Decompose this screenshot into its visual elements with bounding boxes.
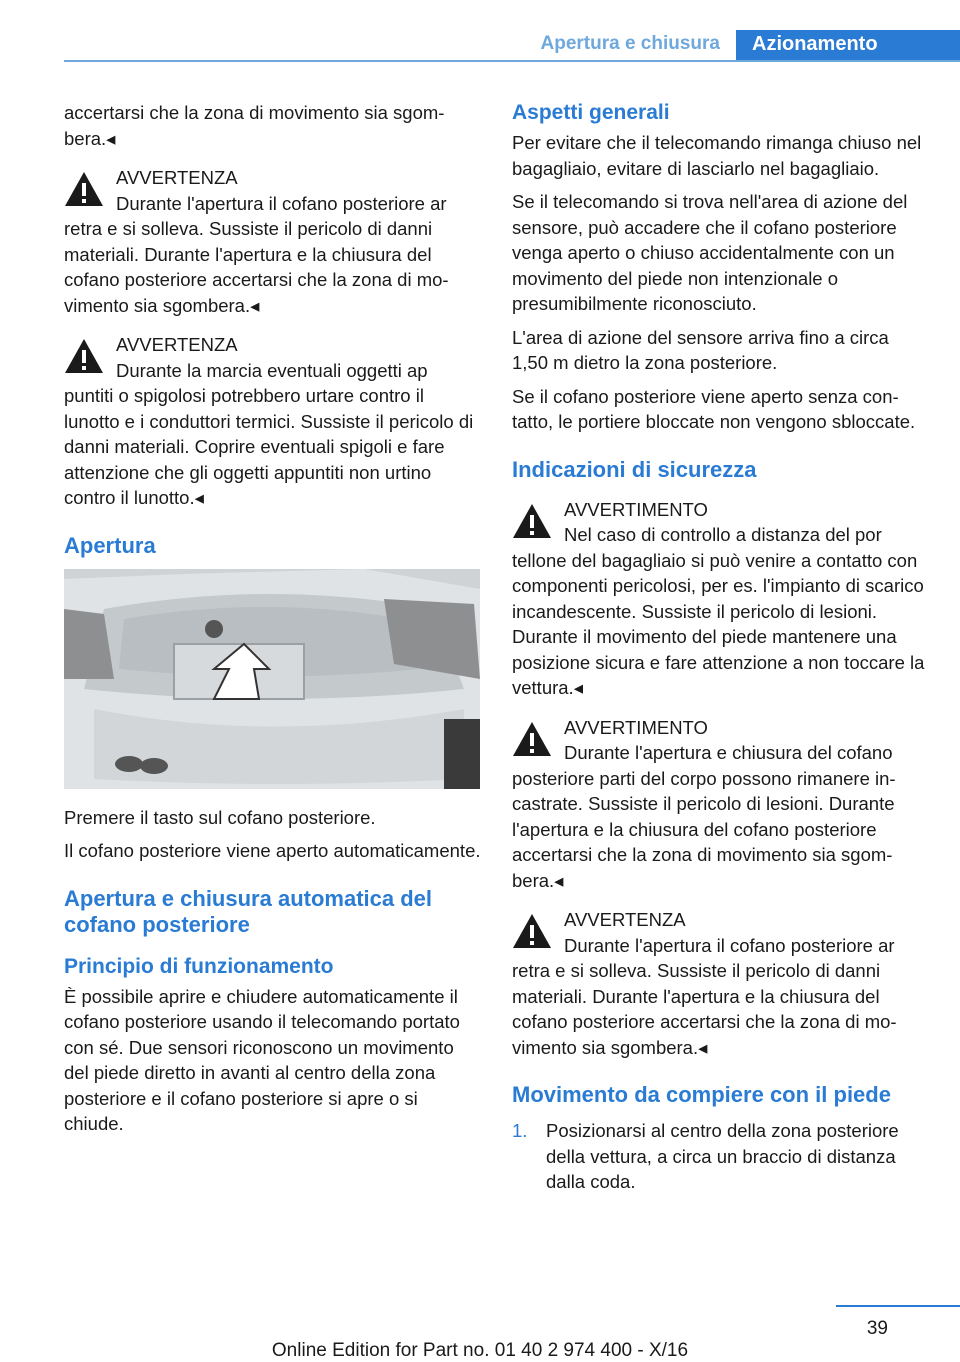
heading-piede: Movimento da compiere con il piede	[512, 1082, 891, 1107]
chapter-tab: Azionamento	[736, 30, 960, 62]
steps-list	[512, 1118, 926, 1195]
warning-text: posteriore parti del corpo possono rimanere incastrate. Sussiste il pericolo di lesioni. Durante l'apertura e la chiusura del cofano posteriore accertarsi che la zona di movimento sia sgombera.◂	[512, 767, 896, 891]
warning-block	[512, 497, 926, 701]
warning-text: retra e si solleva. Sussiste il pericolo di danni materiali. Durante l'apertura e la chiusura del cofano posteriore accertarsi che la zona di movimento sia sgombera.◂	[512, 960, 897, 1058]
warning-title: AVVERTENZA	[116, 167, 238, 188]
warning-triangle-icon	[64, 171, 104, 207]
paragraph: Se il telecomando si trova nell'area di azione del sensore, può accadere che il cofano posteriore venga aperto o chiuso accidentalmente con un movimento del piede non intenzionale o presumibilmente riconosciuto.	[512, 191, 908, 314]
page-header	[64, 30, 960, 62]
heading-auto: Apertura e chiusura automatica del cofano posteriore	[64, 885, 432, 937]
heading-apertura: Apertura	[64, 532, 156, 558]
step-number: 1.	[512, 1120, 528, 1141]
warning-text-first: Durante l'apertura il cofano posteriore ar	[116, 192, 447, 214]
header-rule	[64, 60, 960, 62]
warning-text-first: Durante la marcia eventuali oggetti ap	[116, 359, 428, 381]
intro-text: accertarsi che la zona di movimento sia sgombera.◂	[64, 102, 445, 149]
warning-triangle-icon	[64, 338, 104, 374]
paragraph: Premere il tasto sul cofano posteriore.	[64, 806, 376, 828]
paragraph: L'area di azione del sensore arriva fino a circa 1,50 m dietro la zona posteriore.	[512, 326, 889, 373]
warning-title: AVVERTIMENTO	[564, 498, 708, 520]
warning-text-first: Durante l'apertura e chiusura del cofano	[564, 742, 893, 763]
paragraph: Se il cofano posteriore viene aperto senza contatto, le portiere bloccate non vengono sbloccate.	[512, 385, 916, 432]
list-item	[512, 1118, 926, 1195]
warning-title: AVVERTENZA	[116, 334, 238, 355]
warning-text: puntiti o spigolosi potrebbero urtare contro il lunotto e i conduttori termici. Sussiste il pericolo di danni materiali. Coprire eventuali spigoli e fare attenzione che gli oggetti appuntiti non urtino contro il lunotto.◂	[64, 385, 474, 508]
section-title: Apertura e chiusura	[540, 33, 720, 54]
paragraph: Il cofano posteriore viene aperto automaticamente.	[64, 840, 481, 861]
warning-title: AVVERTENZA	[564, 909, 686, 930]
step-text: Posizionarsi al centro della zona posteriore della vettura, a circa un braccio di distanza dalla coda.	[546, 1120, 899, 1192]
warning-text: tellone del bagagliaio si può venire a contatto con componenti pericolosi, per es. l'impianto di scarico incandescente. Sussiste il pericolo di lesioni. Durante il movimento del piede mantenere una posizione sicura e fare attenzione a non toccare la vettura.◂	[512, 549, 925, 698]
page-number: 39	[866, 1318, 888, 1339]
warning-text-first: Nel caso di controllo a distanza del por	[564, 524, 882, 545]
heading-generali: Aspetti generali	[512, 101, 670, 124]
warning-block	[64, 165, 482, 318]
warning-text: retra e si solleva. Sussiste il pericolo di danni materiali. Durante l'apertura e la chiusura del cofano posteriore accertarsi che la zona di movimento sia sgombera.◂	[64, 218, 449, 316]
footer-rule	[836, 1305, 960, 1307]
warning-block	[512, 715, 926, 894]
paragraph: È possibile aprire e chiudere automaticamente il cofano posteriore usando il telecomando portato con sé. Due sensori riconoscono un movimento del piede diretto in avanti al centro della zona posteriore e il cofano posteriore si apre o si chiude.	[64, 985, 460, 1134]
right-column	[512, 100, 926, 1195]
car-rear-illustration	[64, 569, 480, 789]
edition-line: Online Edition for Part no. 01 40 2 974 400 - X/16	[271, 1340, 689, 1361]
heading-sicurezza: Indicazioni di sicurezza	[512, 456, 757, 482]
warning-triangle-icon	[512, 913, 552, 949]
warning-title: AVVERTIMENTO	[564, 716, 708, 738]
heading-principio: Principio di funzionamento	[64, 954, 334, 978]
paragraph: Per evitare che il telecomando rimanga chiuso nel bagagliaio, evitare di lasciarlo nel bagagliaio.	[512, 132, 922, 179]
warning-triangle-icon	[512, 721, 552, 757]
warning-block	[64, 332, 482, 511]
warning-block	[512, 907, 926, 1060]
warning-triangle-icon	[512, 503, 552, 539]
left-column	[64, 100, 482, 1145]
warning-text-first: Durante l'apertura il cofano posteriore ar	[564, 934, 895, 956]
